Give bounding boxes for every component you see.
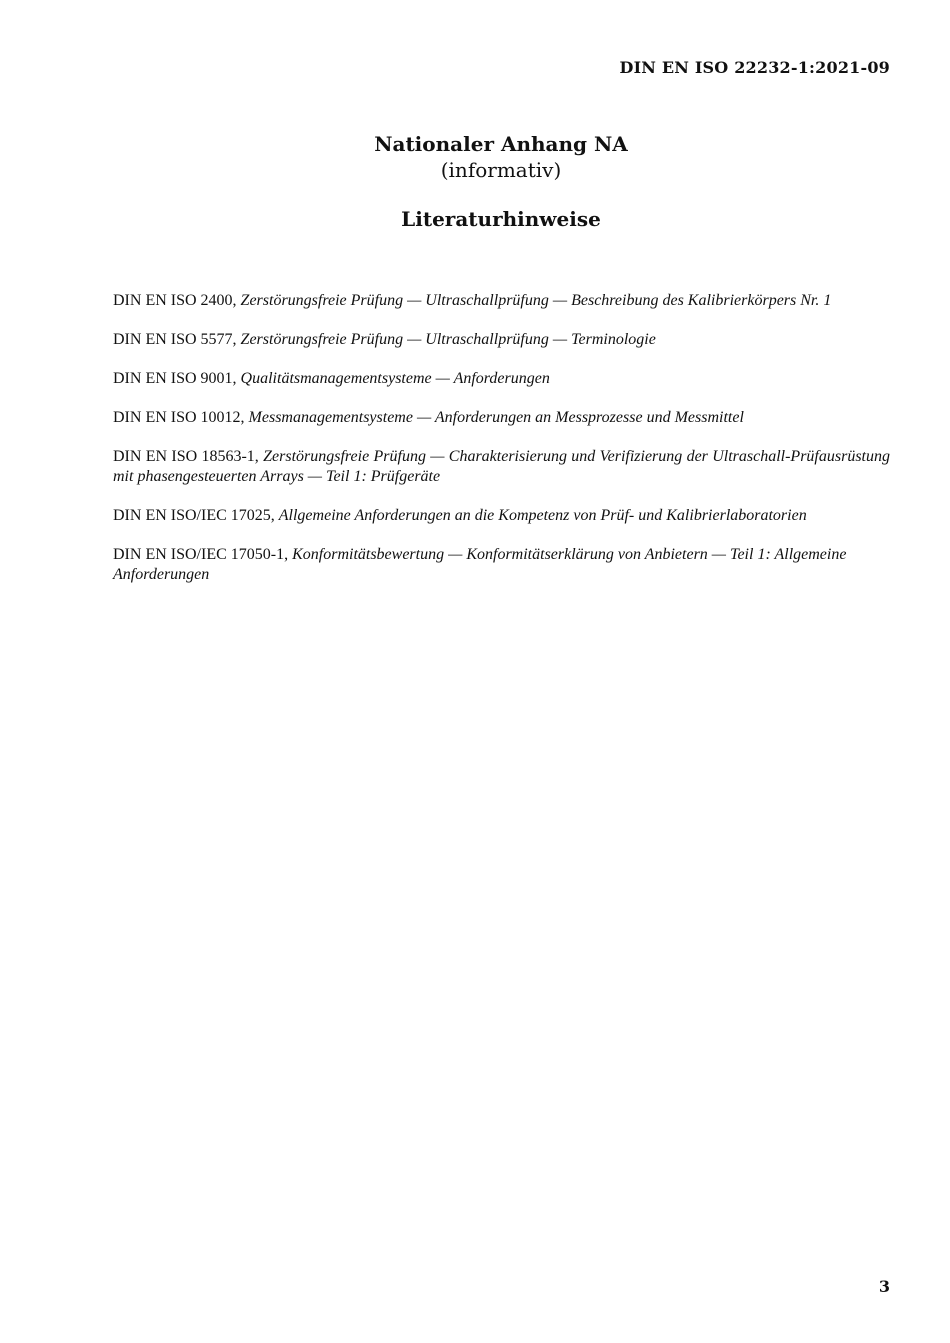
reference-code: DIN EN ISO 5577, (113, 331, 241, 348)
reference-item (113, 447, 890, 487)
annex-heading (0, 131, 950, 183)
reference-code: DIN EN ISO 9001, (113, 370, 241, 387)
reference-code: DIN EN ISO 2400, (113, 292, 241, 309)
reference-code: DIN EN ISO 18563-1, (113, 448, 264, 465)
page-number: 3 (878, 1277, 890, 1296)
reference-title: Zerstörungsfreie Prüfung — Ultraschallprüfung — Beschreibung des Kalibrierkörpers Nr. 1 (240, 292, 832, 309)
annex-subtitle: (informativ) (440, 158, 562, 182)
reference-item (113, 369, 890, 389)
reference-title: Zerstörungsfreie Prüfung — Charakterisierung und Verifizierung der Ultraschall-Prüfausrüstung mit phasengesteuerten Arrays — Teil 1: Prüfgeräte (113, 448, 891, 485)
document-id: DIN EN ISO 22232-1:2021-09 (619, 58, 890, 77)
reference-list (113, 291, 890, 604)
reference-item (113, 291, 890, 311)
reference-item (113, 408, 890, 428)
reference-title: Konformitätsbewertung — Konformitätserklärung von Anbietern — Teil 1: Allgemeine Anforderungen (113, 546, 847, 583)
reference-title: Messmanagementsysteme — Anforderungen an Messprozesse und Messmittel (248, 409, 744, 426)
reference-code: DIN EN ISO/IEC 17025, (113, 507, 279, 524)
reference-title: Qualitätsmanagementsysteme — Anforderungen (240, 370, 550, 387)
reference-item (113, 330, 890, 350)
reference-title: Zerstörungsfreie Prüfung — Ultraschallprüfung — Terminologie (240, 331, 656, 348)
reference-code: DIN EN ISO/IEC 17050-1, (113, 546, 293, 563)
reference-title: Allgemeine Anforderungen an die Kompetenz von Prüf- und Kalibrierlaboratorien (278, 507, 807, 524)
section-title: Literaturhinweise (401, 207, 601, 231)
reference-item (113, 506, 890, 526)
reference-item (113, 545, 890, 585)
reference-code: DIN EN ISO 10012, (113, 409, 249, 426)
annex-title: Nationaler Anhang NA (374, 132, 628, 156)
